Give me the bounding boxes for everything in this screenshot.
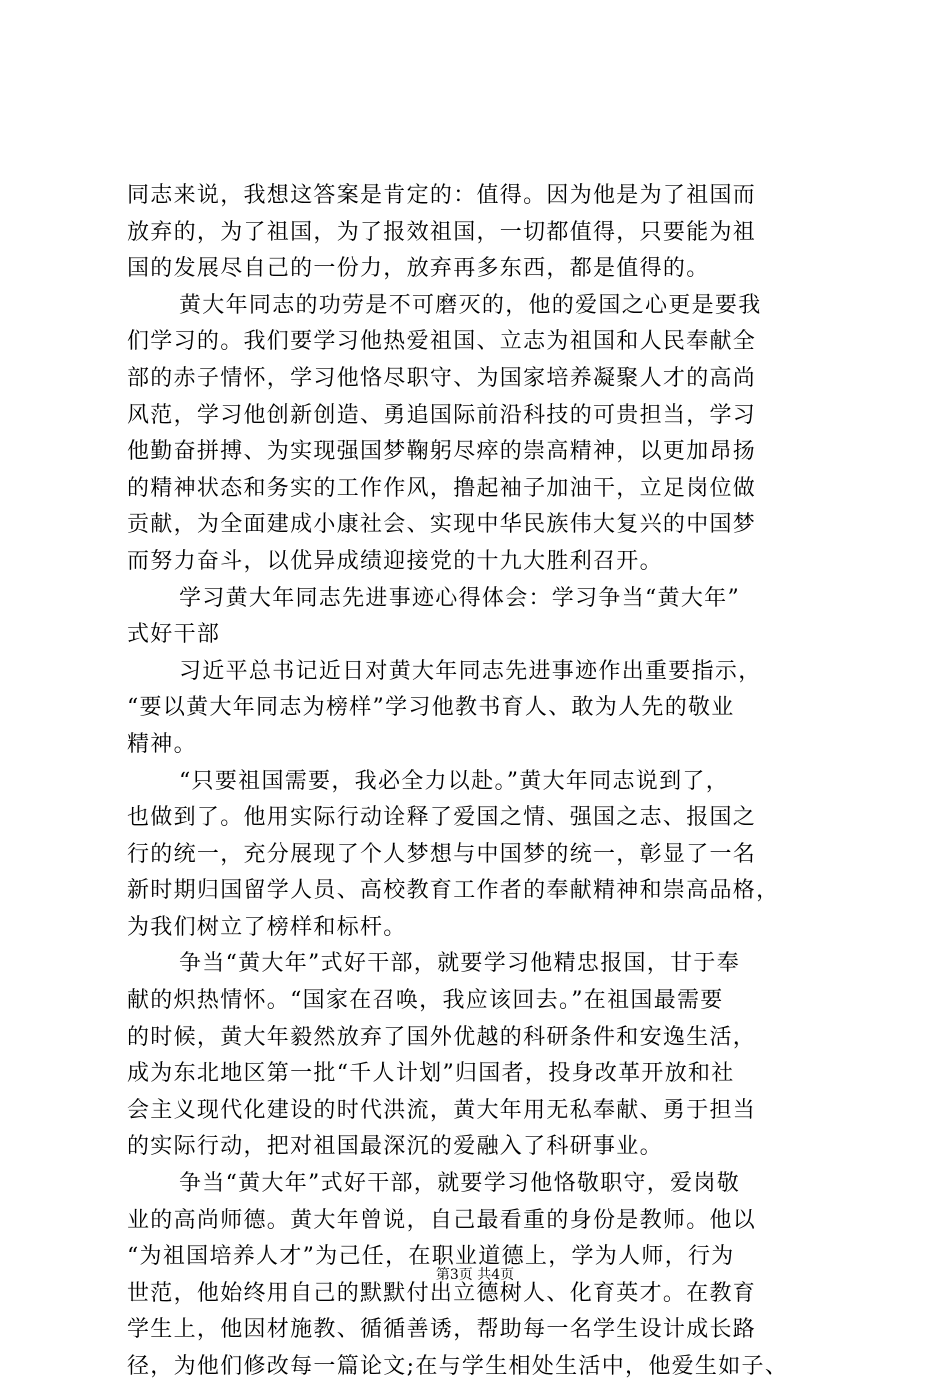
text-line: 他勤奋拼搏、为实现强国梦鞠躬尽瘁的崇高精神，以更加昂扬: [127, 439, 757, 465]
text-line: 的精神状态和务实的工作作风，撸起袖子加油干，立足岗位做: [127, 475, 757, 501]
page-footer: 第3页 共4页: [435, 1267, 515, 1283]
text-line: 国的发展尽自己的一份力，放弃再多东西，都是值得的。: [127, 256, 710, 282]
document-body: [127, 178, 827, 1386]
text-line: 争当“黄大年”式好干部，就要学习他精忠报国，甘于奉: [179, 951, 740, 977]
text-line: 的时候，黄大年毅然放弃了国外优越的科研条件和安逸生活，: [127, 1024, 757, 1050]
text-line: 也做到了。他用实际行动诠释了爱国之情、强国之志、报国之: [127, 805, 757, 831]
text-line: 为我们树立了榜样和标杆。: [127, 914, 407, 940]
text-line: 学习黄大年同志先进事迹心得体会：学习争当“黄大年”: [179, 585, 740, 611]
text-line: 世范，他始终用自己的默默付出立德树人、化育英才。在教育: [127, 1280, 757, 1306]
text-line: 式好干部: [127, 622, 221, 648]
text-line: 成为东北地区第一批“千人计划”归国者，投身改革开放和社: [127, 1061, 735, 1087]
text-line: 的实际行动，把对祖国最深沉的爱融入了科研事业。: [127, 1134, 663, 1160]
text-line: 献的炽热情怀。“国家在召唤，我应该回去。”在祖国最需要: [127, 988, 724, 1014]
text-line: 黄大年同志的功劳是不可磨灭的，他的爱国之心更是要我: [179, 292, 762, 318]
text-line: 们学习的。我们要学习他热爱祖国、立志为祖国和人民奉献全: [127, 329, 757, 355]
text-line: 贡献，为全面建成小康社会、实现中华民族伟大复兴的中国梦: [127, 512, 757, 538]
text-line: 风范，学习他创新创造、勇追国际前沿科技的可贵担当，学习: [127, 402, 757, 428]
text-line: “为祖国培养人才”为己任，在职业道德上，学为人师，行为: [127, 1244, 735, 1270]
text-line: 同志来说，我想这答案是肯定的：值得。因为他是为了祖国而: [127, 183, 757, 208]
text-line: 学生上，他因材施教、循循善诱，帮助每一名学生设计成长路: [127, 1317, 757, 1343]
text-line: “要以黄大年同志为榜样”学习他教书育人、敢为人先的敬业: [127, 695, 735, 721]
text-line: 习近平总书记近日对黄大年同志先进事迹作出重要指示，: [179, 658, 762, 684]
text-line: 会主义现代化建设的时代洪流，黄大年用无私奉献、勇于担当: [127, 1097, 757, 1123]
text-line: 径，为他们修改每一篇论文;在与学生相处生活中，他爱生如子、: [127, 1354, 789, 1379]
text-line: 而努力奋斗，以优异成绩迎接党的十九大胜利召开。: [127, 548, 663, 574]
text-line: 争当“黄大年”式好干部，就要学习他恪敬职守，爱岗敬: [179, 1171, 740, 1197]
text-line: 行的统一，充分展现了个人梦想与中国梦的统一，彰显了一名: [127, 841, 757, 867]
text-line: “只要祖国需要，我必全力以赴。”黄大年同志说到了，: [179, 768, 729, 794]
text-line: 业的高尚师德。黄大年曾说，自己最看重的身份是教师。他以: [127, 1207, 757, 1233]
text-line: 新时期归国留学人员、高校教育工作者的奉献精神和崇高品格，: [127, 878, 780, 904]
text-line: 部的赤子情怀，学习他恪尽职守、为国家培养凝聚人才的高尚: [127, 365, 757, 391]
text-line: 精神。: [127, 731, 197, 757]
text-line: 放弃的，为了祖国，为了报效祖国，一切都值得，只要能为祖: [127, 219, 757, 245]
